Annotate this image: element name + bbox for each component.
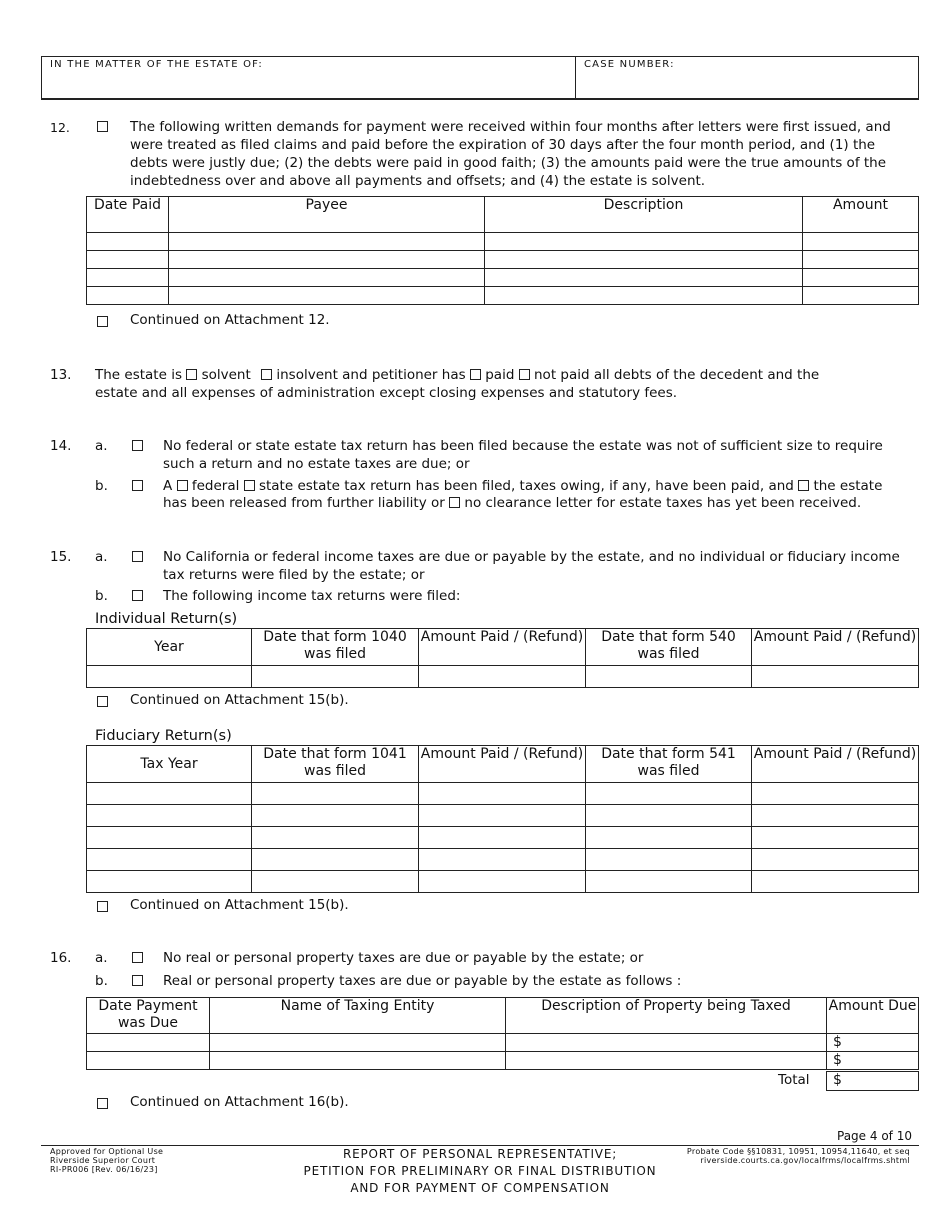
col-540-amount: Amount Paid / (Refund) <box>752 629 919 666</box>
fiduciary-returns-table <box>86 745 919 893</box>
table-cell[interactable] <box>252 849 419 871</box>
item15-continued1-checkbox[interactable] <box>97 696 108 707</box>
item14-number: 14. <box>50 438 72 454</box>
table-row <box>87 269 919 287</box>
table-cell[interactable] <box>87 1034 210 1052</box>
table-row <box>87 805 919 827</box>
table-row <box>87 251 919 269</box>
item14b-letter: b. <box>95 478 108 494</box>
footer-title-line1: REPORT OF PERSONAL REPRESENTATIVE; <box>342 1147 618 1161</box>
col-description: Description <box>485 197 803 233</box>
col-541-amount: Amount Paid / (Refund) <box>752 746 919 783</box>
item16-continued-checkbox[interactable] <box>97 1098 108 1109</box>
item15-continued1-label: Continued on Attachment 15(b). <box>130 692 349 708</box>
estate-label-14b: the estate <box>813 478 883 494</box>
col-amount: Amount <box>803 197 919 233</box>
col-property-description: Description of Property being Taxed <box>506 998 827 1034</box>
footer-title <box>240 1146 720 1197</box>
table-cell[interactable] <box>586 805 752 827</box>
probate-code: Probate Code §§10831, 10951, 10954,11640, et seq <box>686 1147 910 1156</box>
table-cell[interactable] <box>752 783 919 805</box>
table-row <box>87 1052 919 1070</box>
item14a-line2: such a return and no estate taxes are due; or <box>163 456 470 472</box>
table-cell[interactable] <box>506 1034 827 1052</box>
table-cell[interactable] <box>169 251 485 269</box>
table-row <box>87 827 919 849</box>
table-cell[interactable] <box>87 827 252 849</box>
paid-checkbox[interactable] <box>470 369 481 380</box>
item16a-checkbox[interactable] <box>132 952 143 963</box>
col-payee: Payee <box>169 197 485 233</box>
table-cell[interactable] <box>419 871 586 893</box>
table-cell[interactable] <box>803 287 919 305</box>
table-cell[interactable] <box>87 233 169 251</box>
item14a-line1: No federal or state estate tax return has been filed because the estate was not of sufficient size to require <box>163 438 883 454</box>
item15b-letter: b. <box>95 588 108 604</box>
state-checkbox[interactable] <box>244 480 255 491</box>
item12-checkbox[interactable] <box>97 121 108 132</box>
table-cell[interactable] <box>87 666 252 688</box>
table-cell[interactable] <box>169 233 485 251</box>
page-number: Page 4 of 10 <box>837 1129 912 1143</box>
table-cell[interactable] <box>419 666 586 688</box>
item16-table <box>86 997 919 1070</box>
item13-number: 13. <box>50 367 72 383</box>
case-number-label: CASE NUMBER: <box>584 59 675 70</box>
table-cell[interactable] <box>252 805 419 827</box>
table-cell[interactable] <box>252 783 419 805</box>
col-year: Year <box>87 629 252 666</box>
table-cell[interactable] <box>485 251 803 269</box>
item15a-checkbox[interactable] <box>132 551 143 562</box>
approved-text: Approved for Optional Use <box>50 1147 164 1156</box>
item14b-checkbox[interactable] <box>132 480 143 491</box>
item15-number: 15. <box>50 549 72 565</box>
footer-right <box>680 1147 910 1165</box>
table-cell[interactable] <box>169 269 485 287</box>
col-tax-year: Tax Year <box>87 746 252 783</box>
item14b-a: A <box>163 478 173 494</box>
table-cell[interactable] <box>87 805 252 827</box>
total-label: Total <box>778 1072 810 1088</box>
federal-label: federal <box>191 478 240 494</box>
table-cell[interactable] <box>485 287 803 305</box>
table-cell[interactable] <box>252 666 419 688</box>
item14b-line2a: has been released from further liability or <box>163 495 445 511</box>
item15a-line2: tax returns were filed by the estate; or <box>163 567 425 583</box>
item15-continued2-checkbox[interactable] <box>97 901 108 912</box>
table-cell[interactable] <box>586 849 752 871</box>
footer-title-line3: AND FOR PAYMENT OF COMPENSATION <box>350 1181 610 1195</box>
solvent-checkbox[interactable] <box>186 369 197 380</box>
item13-line1 <box>95 367 819 384</box>
item14b-line2b: no clearance letter for estate taxes has yet been received. <box>464 495 862 511</box>
col-1040-amount: Amount Paid / (Refund) <box>419 629 586 666</box>
individual-returns-table <box>86 628 919 688</box>
federal-checkbox[interactable] <box>177 480 188 491</box>
item12-continued-checkbox[interactable] <box>97 316 108 327</box>
table-cell[interactable] <box>252 827 419 849</box>
estate-label: IN THE MATTER OF THE ESTATE OF: <box>50 59 263 70</box>
table-cell[interactable] <box>586 871 752 893</box>
item15-continued2-label: Continued on Attachment 15(b). <box>130 897 349 913</box>
table-cell[interactable] <box>586 827 752 849</box>
table-cell[interactable] <box>419 827 586 849</box>
item12-table <box>86 196 919 305</box>
table-cell[interactable] <box>586 666 752 688</box>
table-cell[interactable] <box>485 269 803 287</box>
table-cell[interactable] <box>87 783 252 805</box>
item15a-letter: a. <box>95 549 108 565</box>
item16a-letter: a. <box>95 950 108 966</box>
table-cell[interactable] <box>752 871 919 893</box>
table-row <box>87 871 919 893</box>
col-1040-date: Date that form 1040 was filed <box>252 629 419 666</box>
table-row <box>87 1034 919 1052</box>
header-divider <box>575 57 576 98</box>
table-cell[interactable] <box>210 1034 506 1052</box>
table-cell[interactable] <box>506 1052 827 1070</box>
col-amount-due: Amount Due <box>827 998 919 1034</box>
col-date-payment-due: Date Payment was Due <box>87 998 210 1034</box>
table-cell[interactable] <box>419 849 586 871</box>
col-taxing-entity: Name of Taxing Entity <box>210 998 506 1034</box>
table-cell[interactable] <box>169 287 485 305</box>
estate-header-box <box>41 56 919 100</box>
item15a-line1: No California or federal income taxes are due or payable by the estate, and no individual or fiduciary income <box>163 549 900 565</box>
col-date-paid: Date Paid <box>87 197 169 233</box>
fiduciary-returns-title: Fiduciary Return(s) <box>95 728 232 744</box>
table-cell[interactable] <box>87 251 169 269</box>
individual-returns-title: Individual Return(s) <box>95 611 238 627</box>
item12-continued-label: Continued on Attachment 12. <box>130 312 330 328</box>
item14b-line1 <box>163 478 882 495</box>
court-text: Riverside Superior Court <box>50 1156 156 1165</box>
table-cell[interactable] <box>87 871 252 893</box>
item15b-text: The following income tax returns were filed: <box>163 588 461 604</box>
item14b-line2 <box>163 495 861 512</box>
item13-line2: estate and all expenses of administration except closing expenses and statutory fees. <box>95 385 678 401</box>
not-paid-label: not paid all debts of the decedent and the <box>534 367 820 383</box>
item15b-checkbox[interactable] <box>132 590 143 601</box>
item14a-checkbox[interactable] <box>132 440 143 451</box>
table-cell[interactable] <box>87 849 252 871</box>
item12-text: The following written demands for payment were received within four months after letters were first issued, and were treated as filed claims and paid before the expiration of 30 days after the four month period, and (1) the debts were justly due; (2) the debts were paid in good faith; (3) the amounts paid were the true amounts of the indebtedness over and above all payments and offsets; and (4) the estate is solvent. <box>130 119 891 189</box>
table-row <box>87 783 919 805</box>
total-amount-field[interactable]: $ <box>826 1071 919 1091</box>
footer-left <box>50 1147 163 1174</box>
no-clearance-checkbox[interactable] <box>449 497 460 508</box>
item13-pre: The estate is <box>95 367 182 383</box>
table-cell[interactable] <box>87 269 169 287</box>
form-number: RI-PR006 [Rev. 06/16/23] <box>50 1165 158 1174</box>
item16b-letter: b. <box>95 973 108 989</box>
insolvent-label: insolvent and petitioner has <box>276 367 466 383</box>
table-cell[interactable] <box>419 805 586 827</box>
col-541-date: Date that form 541 was filed <box>586 746 752 783</box>
insolvent-checkbox[interactable] <box>261 369 272 380</box>
table-cell[interactable] <box>752 849 919 871</box>
solvent-label: solvent <box>201 367 251 383</box>
table-cell[interactable] <box>803 233 919 251</box>
col-1041-date: Date that form 1041 was filed <box>252 746 419 783</box>
footer-title-line2: PETITION FOR PRELIMINARY OR FINAL DISTRIBUTION <box>303 1164 657 1178</box>
item16-number: 16. <box>50 950 72 966</box>
item16b-text: Real or personal property taxes are due or payable by the estate as follows : <box>163 973 682 989</box>
table-cell[interactable] <box>87 1052 210 1070</box>
item16-continued-label: Continued on Attachment 16(b). <box>130 1094 349 1110</box>
amount-cell[interactable]: $ <box>827 1052 919 1070</box>
table-cell[interactable] <box>485 233 803 251</box>
item16a-text: No real or personal property taxes are due or payable by the estate; or <box>163 950 644 966</box>
table-cell[interactable] <box>252 871 419 893</box>
state-label: state estate tax return has been filed, taxes owing, if any, have been paid, and <box>258 478 794 494</box>
court-url[interactable]: riverside.courts.ca.gov/localfrms/localfrms.shtml <box>700 1156 910 1165</box>
table-cell[interactable] <box>87 287 169 305</box>
not-paid-checkbox[interactable] <box>519 369 530 380</box>
table-cell[interactable] <box>752 666 919 688</box>
table-cell[interactable] <box>803 269 919 287</box>
item16b-checkbox[interactable] <box>132 975 143 986</box>
table-cell[interactable] <box>419 783 586 805</box>
item14a-letter: a. <box>95 438 108 454</box>
paid-label: paid <box>485 367 515 383</box>
table-row <box>87 287 919 305</box>
item12-number: 12. <box>50 120 70 135</box>
released-checkbox[interactable] <box>798 480 809 491</box>
table-row <box>87 849 919 871</box>
table-cell[interactable] <box>752 827 919 849</box>
table-cell[interactable] <box>586 783 752 805</box>
col-540-date: Date that form 540 was filed <box>586 629 752 666</box>
col-1041-amount: Amount Paid / (Refund) <box>419 746 586 783</box>
table-row <box>87 666 919 688</box>
table-cell[interactable] <box>803 251 919 269</box>
table-cell[interactable] <box>752 805 919 827</box>
amount-cell[interactable]: $ <box>827 1034 919 1052</box>
table-cell[interactable] <box>210 1052 506 1070</box>
table-row <box>87 233 919 251</box>
